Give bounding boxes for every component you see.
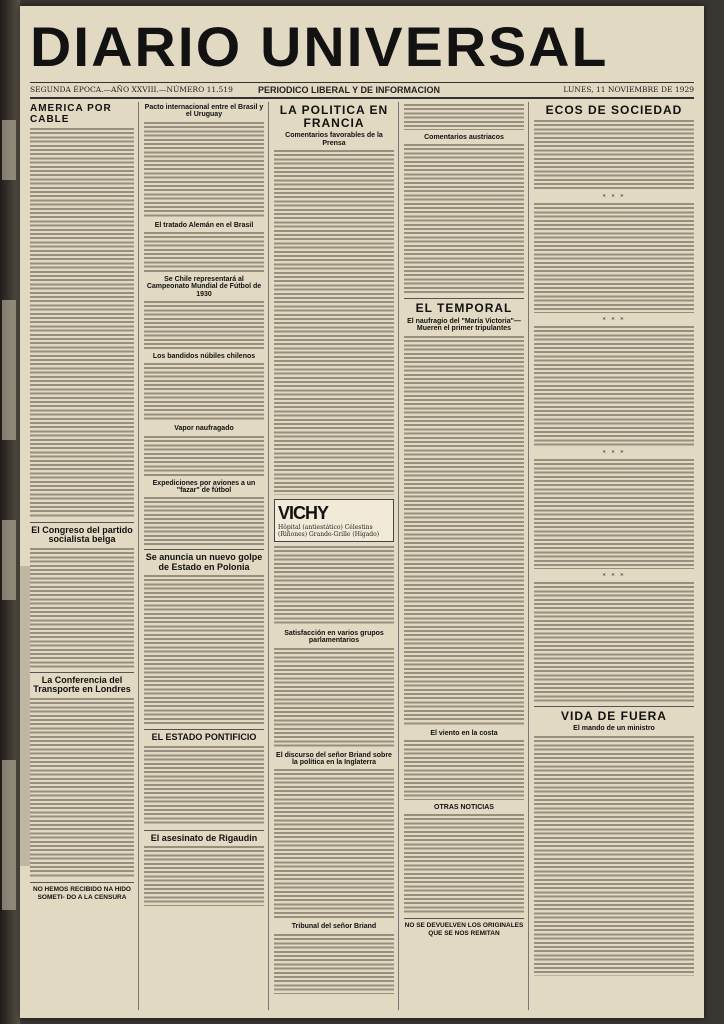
article-text	[274, 769, 394, 919]
paper-subtitle: PERIODICO LIBERAL Y DE INFORMACION	[258, 85, 441, 95]
article-text	[144, 497, 264, 545]
article-text	[30, 548, 134, 668]
column-2	[144, 102, 264, 1010]
heading-estado-pontificio: EL ESTADO PONTIFICIO	[151, 732, 257, 743]
heading-naufragio-maria-victoria: El naufragio del "María Victoria"— Mueren el primer tripulantes	[407, 317, 521, 333]
heading-vida-de-fuera: VIDA DE FUERA	[561, 708, 667, 723]
heading-satisfaccion-grupos: Satisfacción en varios grupos parlamentarios	[284, 629, 384, 645]
article-text	[534, 326, 694, 446]
divider	[30, 672, 134, 673]
article-text	[144, 575, 264, 725]
heading-politica-francia: LA POLITICA EN FRANCIA	[279, 103, 389, 130]
article-text	[144, 746, 264, 826]
divider	[144, 549, 264, 550]
vichy-ad-text: Hôpital (antiestático) Célestins (Riñones) Grande-Grille (Hígado)	[278, 523, 380, 538]
divider	[404, 298, 524, 299]
heading-campeonato-futbol: Se Chile representará al Campeonato Mundial de Fútbol de 1930	[146, 276, 262, 298]
heading-conferencia-transporte: La Conferencia del Transporte en Londres	[33, 674, 131, 695]
divider	[144, 729, 264, 730]
column-rule	[138, 102, 139, 1010]
divider	[30, 882, 134, 883]
column-3	[274, 102, 394, 1010]
article-text	[144, 122, 264, 218]
vichy-advertisement	[274, 499, 394, 542]
column-1	[30, 102, 134, 1010]
censorship-note: NO HEMOS RECIBIDO NA HIDO SOMETI- DO A LA CENSURA	[33, 885, 131, 901]
column-rule	[528, 102, 529, 1010]
divider	[534, 706, 694, 707]
article-text	[144, 436, 264, 476]
divider	[30, 522, 134, 523]
article-text	[404, 336, 524, 726]
column-rule	[268, 102, 269, 1010]
originals-note: NO SE DEVUELVEN LOS ORIGINALES QUE SE NOS REMITAN	[404, 922, 524, 938]
article-text	[534, 736, 694, 976]
separator-stars: * * *	[602, 572, 626, 580]
article-text	[144, 846, 264, 906]
edition-info: SEGUNDA ÉPOCA.—AÑO XXVIII.—NÚMERO 11.519	[30, 85, 233, 94]
heading-golpe-polonia: Se anuncia un nuevo golpe de Estado en Polonia	[145, 552, 263, 572]
heading-el-temporal: EL TEMPORAL	[415, 301, 513, 316]
separator-stars: * * *	[602, 316, 626, 324]
issue-date: LUNES, 11 NOVIEMBRE DE 1929	[563, 85, 694, 94]
article-text	[30, 698, 134, 878]
article-text	[274, 934, 394, 994]
article-text	[404, 814, 524, 914]
divider	[404, 918, 524, 919]
info-bar	[30, 82, 694, 99]
article-text	[144, 301, 264, 349]
article-text	[274, 648, 394, 748]
masthead-title: DIARIO UNIVERSAL	[30, 15, 609, 78]
article-text	[404, 144, 524, 294]
article-text	[534, 203, 694, 313]
separator-stars: * * *	[602, 449, 626, 457]
heading-bandidos-chilenos: Los bandidos núbiles chilenos	[152, 353, 256, 361]
column-4	[404, 102, 524, 1010]
article-text	[274, 546, 394, 626]
heading-otras-noticias: OTRAS NOTICIAS	[434, 803, 494, 811]
adjacent-page-edge	[0, 0, 20, 1024]
heading-pacto-brasil-uruguay: Pacto internacional entre el Brasil y el Uruguay	[144, 104, 264, 119]
article-text	[534, 459, 694, 569]
article-text	[274, 150, 394, 495]
heading-vapor-naufragado: Vapor naufragado	[174, 425, 234, 433]
heading-asesinato-rigaudin: El asesinato de Rigaudin	[150, 832, 258, 843]
divider	[144, 830, 264, 831]
article-text	[144, 232, 264, 272]
article-text	[144, 363, 264, 421]
newspaper-page	[20, 6, 704, 1018]
article-text	[534, 582, 694, 702]
heading-tratado-aleman: El tratado Alemán en el Brasil	[154, 221, 254, 229]
article-text	[534, 120, 694, 190]
heading-congreso-socialista: El Congreso del partido socialista belga	[31, 525, 133, 545]
article-text	[404, 740, 524, 800]
vichy-brand: VICHY	[278, 502, 329, 523]
heading-comentarios-prensa: Comentarios favorables de la Prensa	[285, 132, 383, 147]
article-text	[30, 128, 134, 518]
column-rule	[398, 102, 399, 1010]
column-5	[534, 102, 694, 1010]
heading-mando-ministro: El mando de un ministro	[573, 725, 655, 733]
heading-discurso-briand: El discurso del señor Briand sobre la política en la Inglaterra	[276, 751, 392, 766]
heading-expediciones-aviones: Expediciones por aviones a un "fazar" de fútbol	[152, 479, 256, 495]
page-shadow	[20, 566, 30, 866]
heading-tribunal-briand: Tribunal del señor Briand	[291, 923, 377, 931]
article-text	[404, 104, 524, 130]
heading-comentarios-austriacos: Comentarios austriacos	[424, 134, 504, 141]
heading-viento-costa: El viento en la costa	[430, 729, 498, 737]
heading-america-por-cable: AMERICA POR CABLE	[30, 103, 112, 125]
separator-stars: * * *	[602, 193, 626, 201]
heading-ecos-sociedad: ECOS DE SOCIEDAD	[545, 103, 683, 117]
